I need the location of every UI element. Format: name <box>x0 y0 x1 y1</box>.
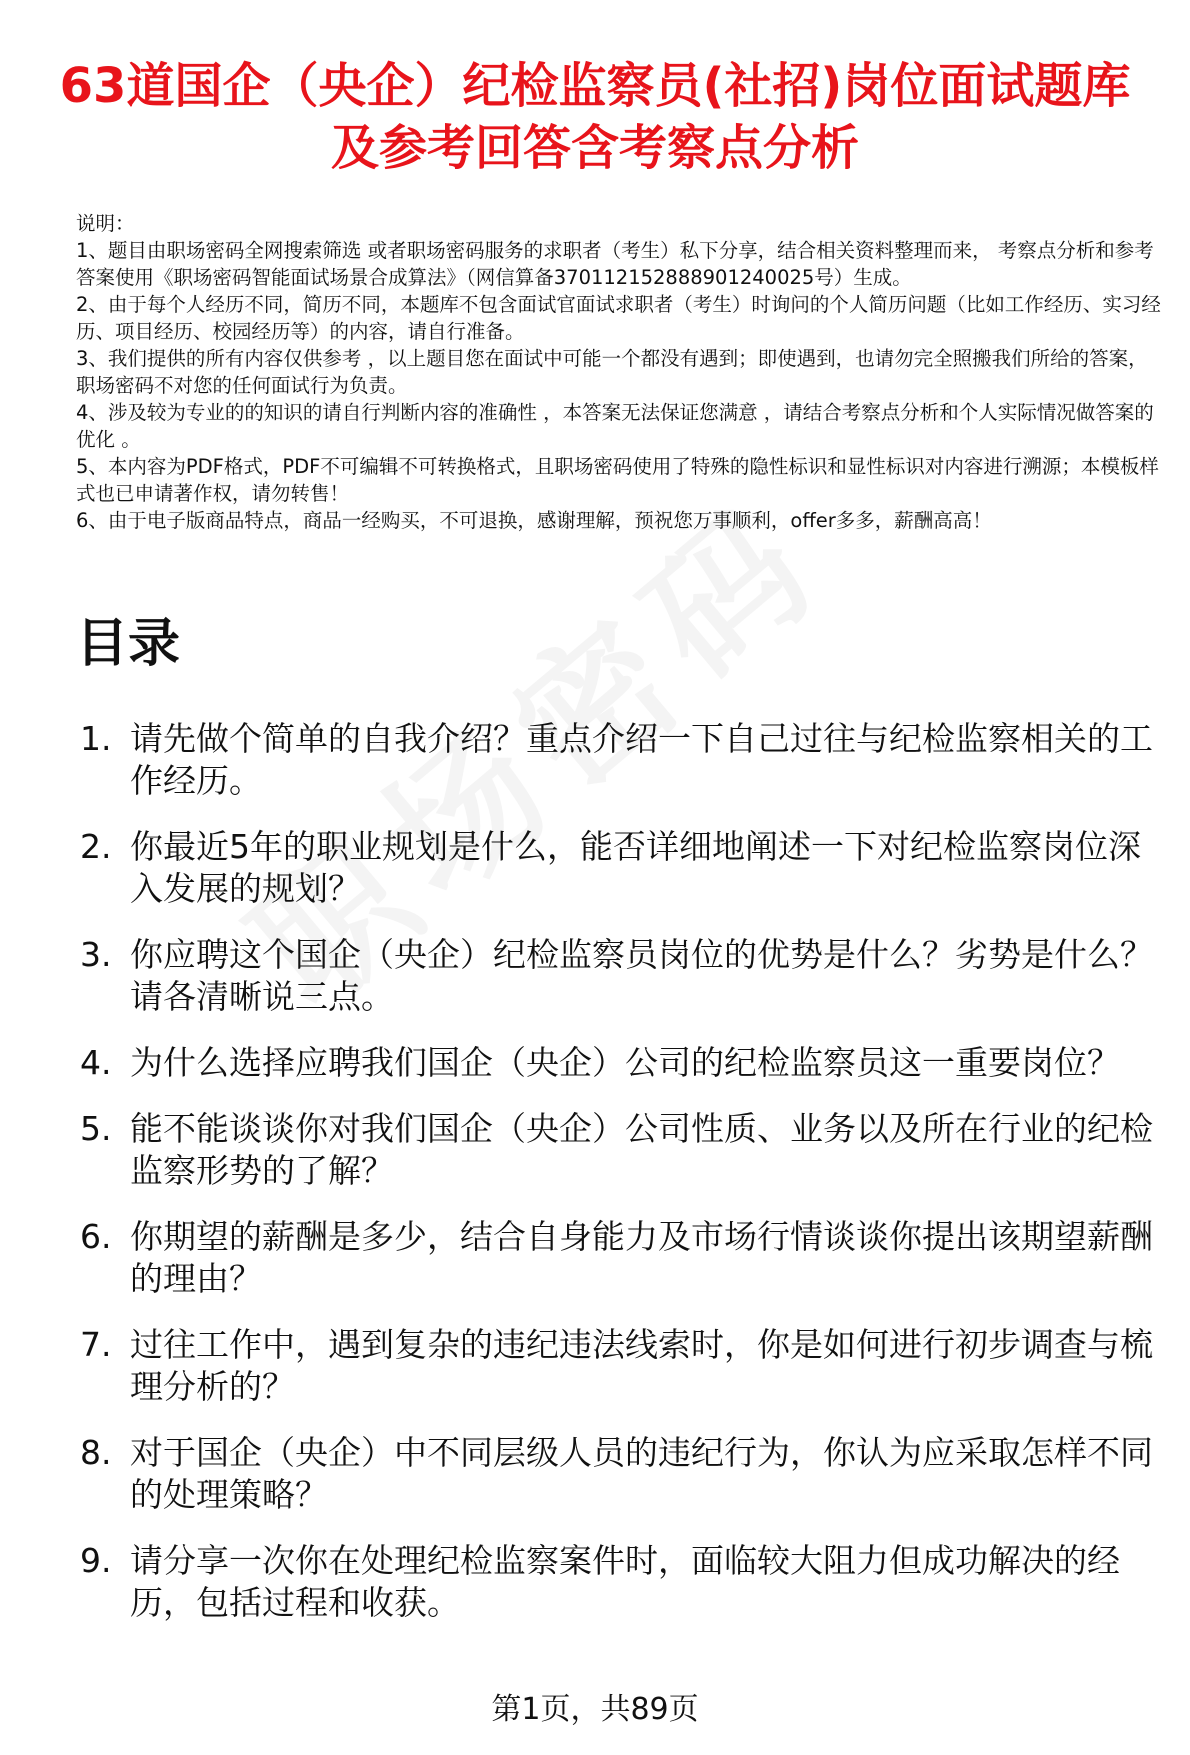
toc-item-text: 对于国企（央企）中不同层级人员的违纪行为，你认为应采取怎样不同的处理策略？ <box>130 1433 1153 1514</box>
toc-item-number: 3. <box>80 935 112 974</box>
toc-item-text: 为什么选择应聘我们国企（央企）公司的纪检监察员这一重要岗位？ <box>130 1043 1120 1082</box>
toc-item-text: 能不能谈谈你对我们国企（央企）公司性质、业务以及所在行业的纪检监察形势的了解？ <box>130 1109 1153 1190</box>
notes-section <box>76 210 1166 534</box>
toc-list <box>76 718 1172 1648</box>
toc-item-text: 过往工作中，遇到复杂的违纪违法线索时，你是如何进行初步调查与梳理分析的？ <box>130 1325 1153 1406</box>
toc-item-number: 4. <box>80 1043 112 1082</box>
toc-item-number: 9. <box>80 1541 112 1580</box>
notes-item-1: 1、题目由职场密码全网搜索筛选 或者职场密码服务的求职者（考生）私下分享，结合相关资料整理而来， 考察点分析和参考答案使用《职场密码智能面试场景合成算法》（网信算备370112152888901240025号）生成。 <box>76 239 1154 289</box>
toc-item[interactable] <box>76 1540 1172 1624</box>
toc-item[interactable] <box>76 1432 1172 1516</box>
toc-item[interactable] <box>76 934 1172 1018</box>
document-title: 63道国企（央企）纪检监察员(社招)岗位面试题库及参考回答含考察点分析 <box>59 58 1131 176</box>
notes-item-3: 3、我们提供的所有内容仅供参考 ，以上题目您在面试中可能一个都没有遇到；即使遇到，也请勿完全照搬我们所给的答案，职场密码不对您的任何面试行为负责。 <box>76 347 1148 397</box>
toc-item-text: 请分享一次你在处理纪检监察案件时，面临较大阻力但成功解决的经历，包括过程和收获。 <box>130 1541 1120 1622</box>
toc-item-text: 你应聘这个国企（央企）纪检监察员岗位的优势是什么？劣势是什么？请各清晰说三点。 <box>130 935 1153 1016</box>
toc-item-text: 你最近5年的职业规划是什么，能否详细地阐述一下对纪检监察岗位深入发展的规划？ <box>130 827 1141 908</box>
notes-item-5: 5、本内容为PDF格式，PDF不可编辑不可转换格式，且职场密码使用了特殊的隐性标识和显性标识对内容进行溯源；本模板样式也已申请著作权，请勿转售！ <box>76 455 1159 505</box>
toc-item[interactable] <box>76 1216 1172 1300</box>
toc-item[interactable] <box>76 1324 1172 1408</box>
toc-item[interactable] <box>76 826 1172 910</box>
toc-heading: 目录 <box>76 614 181 674</box>
toc-item-text: 请先做个简单的自我介绍？重点介绍一下自己过往与纪检监察相关的工作经历。 <box>130 719 1153 800</box>
toc-item-number: 2. <box>80 827 112 866</box>
toc-item-text: 你期望的薪酬是多少，结合自身能力及市场行情谈谈你提出该期望薪酬的理由？ <box>130 1217 1153 1298</box>
toc-item[interactable] <box>76 1108 1172 1192</box>
notes-item-2: 2、由于每个人经历不同，简历不同，本题库不包含面试官面试求职者（考生）时询问的个人简历问题（比如工作经历、实习经历、项目经历、校园经历等）的内容，请自行准备。 <box>76 293 1161 343</box>
toc-item-number: 6. <box>80 1217 112 1256</box>
toc-item-number: 1. <box>80 719 112 758</box>
notes-heading: 说明： <box>76 212 135 235</box>
notes-item-4: 4、涉及较为专业的的知识的请自行判断内容的准确性 ，本答案无法保证您满意 ，请结合考察点分析和个人实际情况做答案的优化 。 <box>76 401 1154 451</box>
page-footer: 第1页，共89页 <box>491 1692 699 1727</box>
toc-item[interactable] <box>76 1042 1172 1084</box>
toc-item-number: 8. <box>80 1433 112 1472</box>
toc-item-number: 5. <box>80 1109 112 1148</box>
toc-item[interactable] <box>76 718 1172 802</box>
toc-item-number: 7. <box>80 1325 112 1364</box>
notes-item-6: 6、由于电子版商品特点，商品一经购买，不可退换，感谢理解，预祝您万事顺利，offer多多，薪酬高高！ <box>76 509 992 532</box>
